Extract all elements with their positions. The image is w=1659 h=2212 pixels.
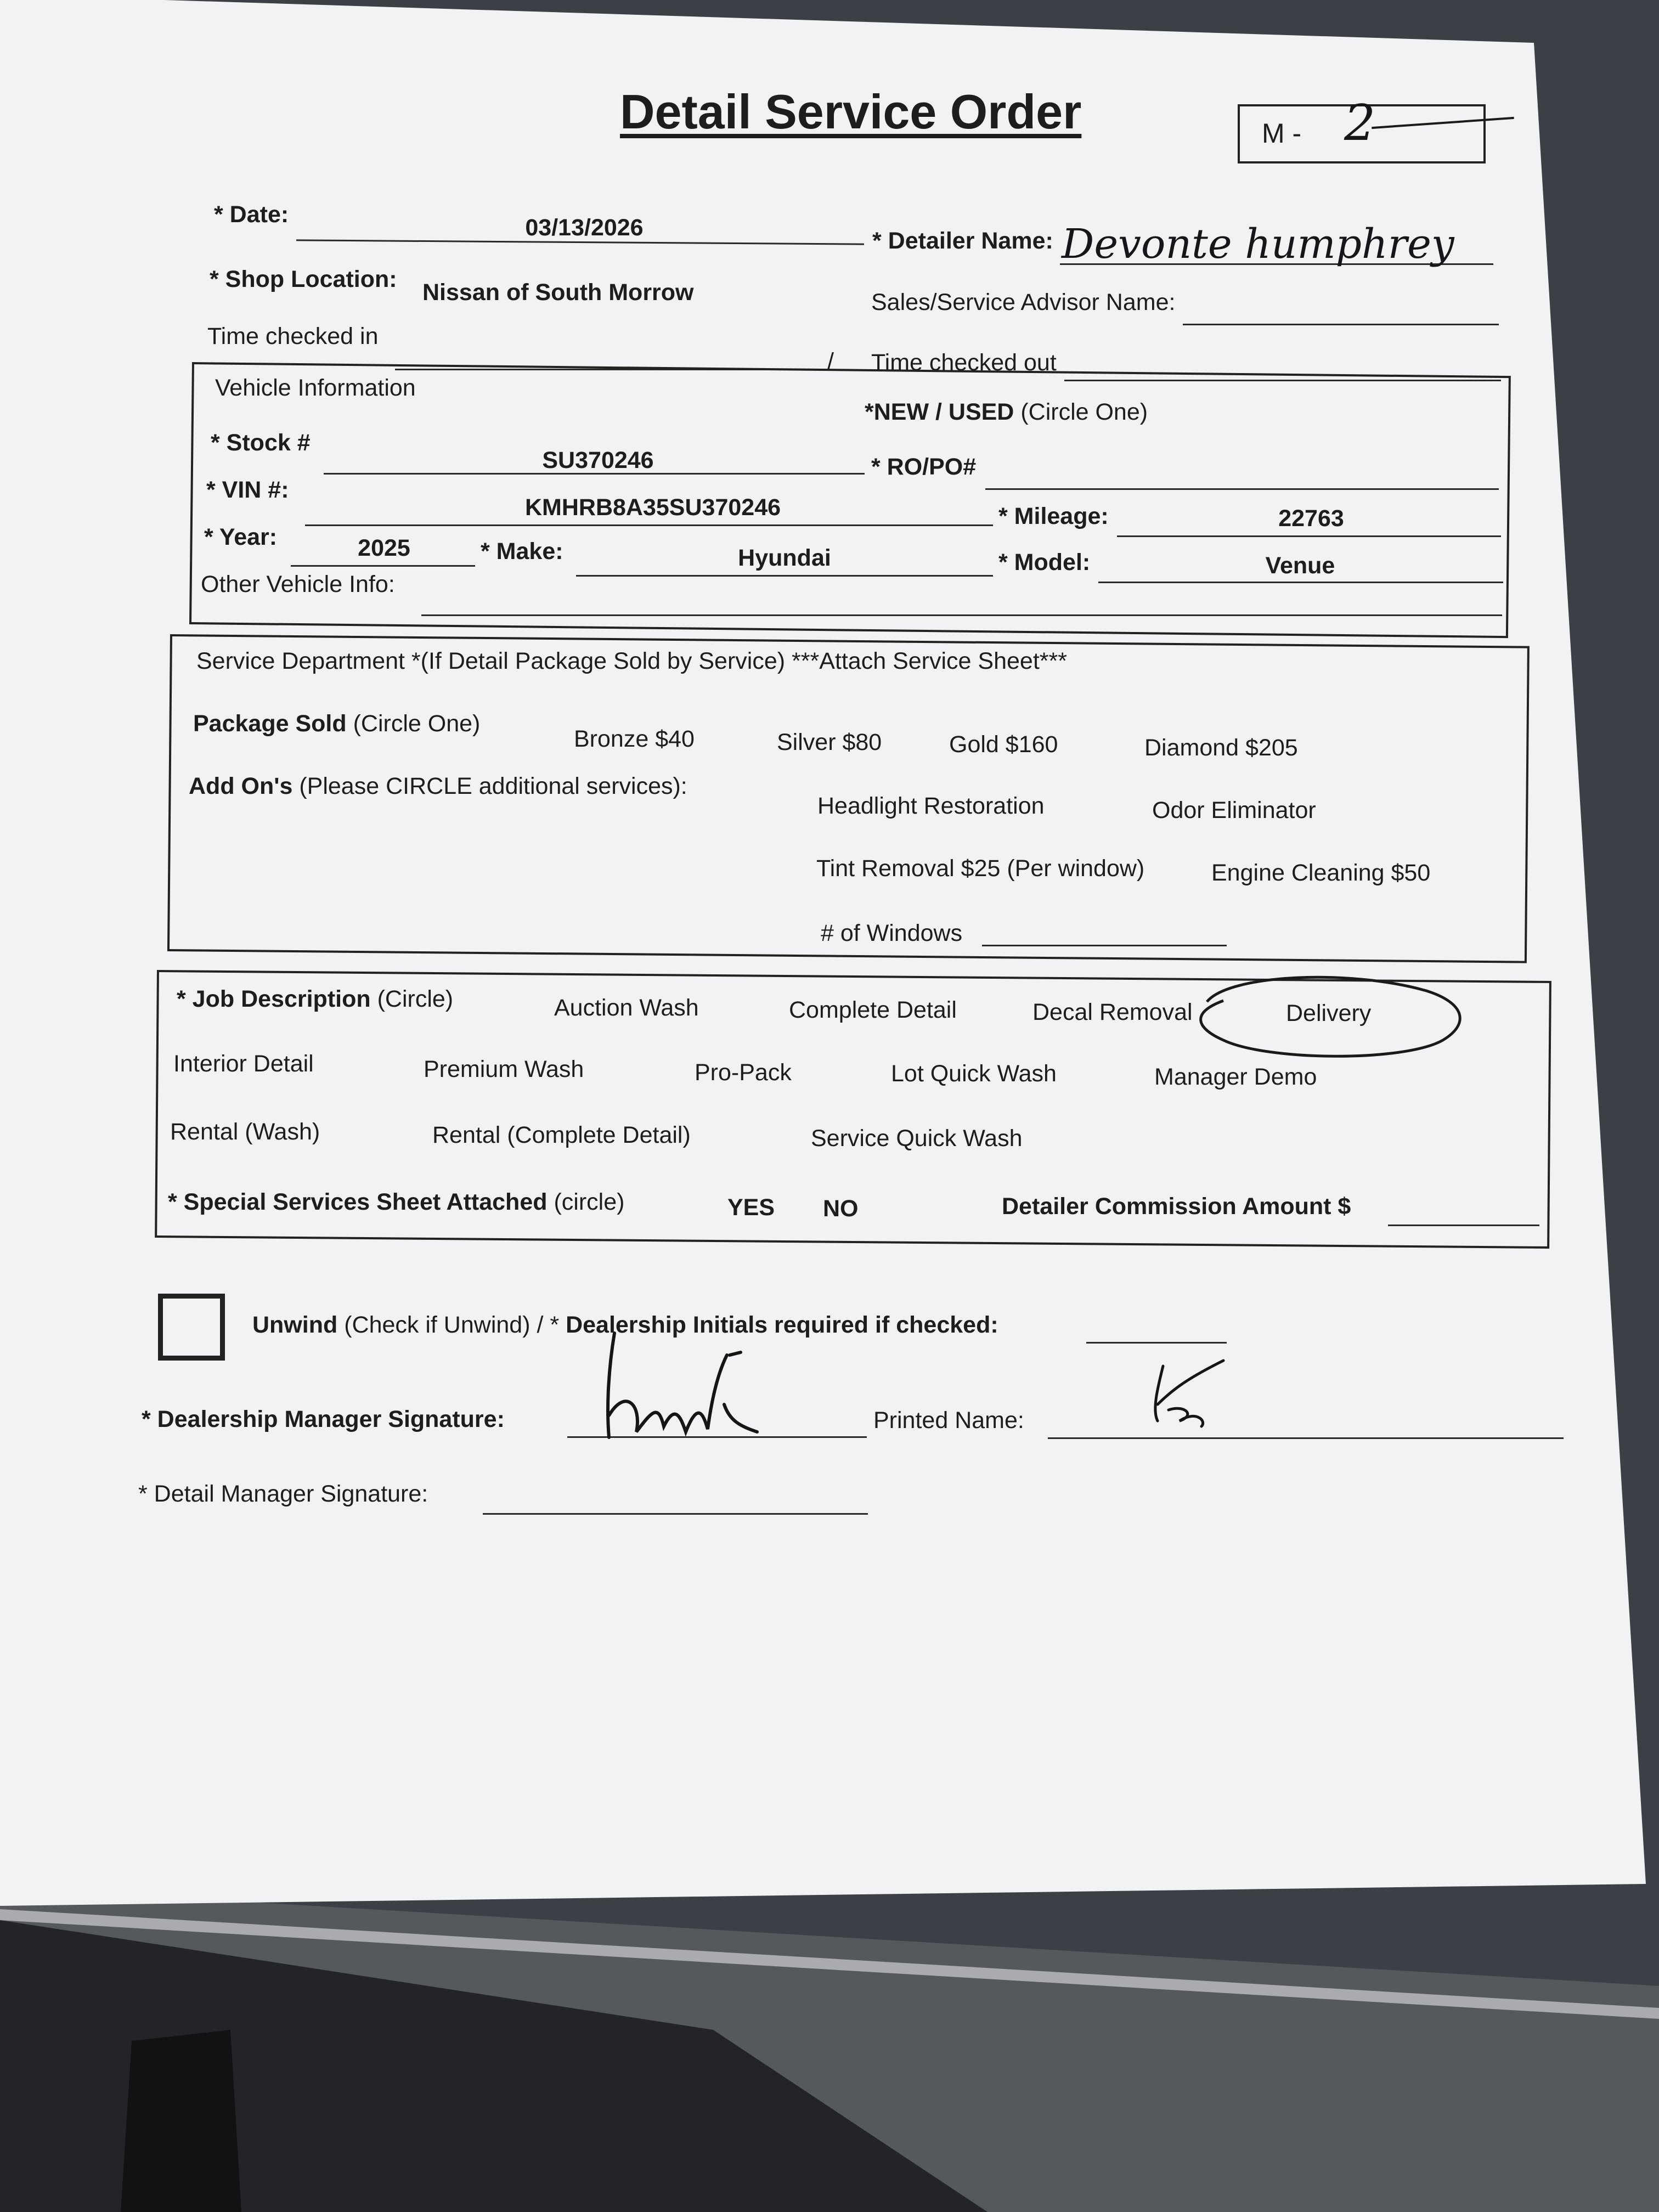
order-prefix: M - <box>1262 118 1302 149</box>
job-pro-pack[interactable]: Pro-Pack <box>695 1059 792 1086</box>
unwind-checkbox[interactable] <box>158 1294 225 1361</box>
mileage-line <box>1117 535 1501 537</box>
commission-line <box>1388 1224 1539 1226</box>
job-description-label <box>177 988 453 1011</box>
job-description-bold: * Job Description <box>177 986 371 1012</box>
form-title: Detail Service Order <box>620 84 1082 139</box>
addons-label <box>189 775 687 798</box>
new-used-note: (Circle One) <box>1020 399 1148 425</box>
job-delivery[interactable]: Delivery <box>1286 1000 1372 1026</box>
job-lot-quick-wash[interactable]: Lot Quick Wash <box>891 1060 1057 1087</box>
model-line <box>1098 582 1503 583</box>
unwind-bold: Unwind <box>252 1312 338 1338</box>
year-line <box>291 565 475 567</box>
service-section-label: Service Department *(If Detail Package Sold by Service) ***Attach Service Sheet*** <box>196 648 1067 674</box>
shop-label: * Shop Location: <box>210 266 397 292</box>
stock-value[interactable]: SU370246 <box>542 447 654 473</box>
package-option-gold[interactable]: Gold $160 <box>949 731 1058 758</box>
time-slash: / <box>827 348 834 375</box>
special-services-yes[interactable]: YES <box>727 1194 775 1221</box>
printed-name-scribble[interactable] <box>1141 1350 1240 1432</box>
addon-odor-eliminator[interactable]: Odor Eliminator <box>1152 797 1316 823</box>
job-rental-wash[interactable]: Rental (Wash) <box>170 1119 320 1145</box>
addons-note: (Please CIRCLE additional services): <box>299 773 687 799</box>
job-interior-detail[interactable]: Interior Detail <box>173 1051 314 1077</box>
job-manager-demo[interactable]: Manager Demo <box>1154 1064 1317 1090</box>
vin-value[interactable]: KMHRB8A35SU370246 <box>524 494 781 521</box>
model-label: * Model: <box>998 549 1091 575</box>
detailer-label: * Detailer Name: <box>872 228 1053 254</box>
detail-manager-signature-line <box>483 1513 868 1515</box>
detail-manager-signature-label: * Detail Manager Signature: <box>138 1481 428 1507</box>
package-option-silver[interactable]: Silver $80 <box>777 729 882 755</box>
make-line <box>576 575 993 577</box>
package-sold-note: (Circle One) <box>353 710 481 737</box>
addon-headlight-restoration[interactable]: Headlight Restoration <box>817 793 1045 819</box>
vin-label: * VIN #: <box>206 477 289 503</box>
ro-po-line <box>985 488 1499 490</box>
package-option-diamond[interactable]: Diamond $205 <box>1144 735 1298 761</box>
addon-engine-cleaning[interactable]: Engine Cleaning $50 <box>1211 860 1431 886</box>
other-info-line <box>421 614 1502 616</box>
windows-line <box>982 945 1227 946</box>
date-label: * Date: <box>214 201 289 228</box>
printed-name-line <box>1048 1437 1564 1439</box>
package-sold-bold: Package Sold <box>193 710 347 737</box>
advisor-line <box>1183 324 1499 325</box>
addons-bold: Add On's <box>189 773 293 799</box>
printed-name-label: Printed Name: <box>873 1407 1024 1434</box>
stock-label: * Stock # <box>211 430 311 456</box>
year-label: * Year: <box>204 524 278 550</box>
new-used-selector[interactable] <box>865 400 1148 424</box>
shop-value[interactable]: Nissan of South Morrow <box>422 279 694 306</box>
job-service-quick-wash[interactable]: Service Quick Wash <box>811 1125 1023 1152</box>
mileage-value[interactable]: 22763 <box>1278 505 1344 532</box>
job-description-note: (Circle) <box>377 986 454 1012</box>
commission-label: Detailer Commission Amount $ <box>1002 1193 1351 1220</box>
order-number-handwritten: 2 <box>1344 94 1376 152</box>
dealership-initials-line <box>1086 1342 1227 1344</box>
package-sold-label <box>193 712 480 736</box>
job-complete-detail[interactable]: Complete Detail <box>789 997 957 1023</box>
detailer-value[interactable]: Devonte humphrey <box>1062 221 1454 268</box>
date-value[interactable]: 03/13/2026 <box>525 215 644 241</box>
time-out-label: Time checked out <box>871 349 1057 376</box>
special-services-no[interactable]: NO <box>823 1195 859 1222</box>
time-in-label: Time checked in <box>207 323 379 349</box>
special-services-bold: * Special Services Sheet Attached <box>168 1189 548 1215</box>
dealership-initials-label: Dealership Initials required if checked: <box>566 1312 998 1338</box>
manager-signature-label: * Dealership Manager Signature: <box>142 1406 505 1432</box>
model-value[interactable]: Venue <box>1265 552 1335 579</box>
addon-tint-removal[interactable]: Tint Removal $25 (Per window) <box>816 855 1145 882</box>
job-decal-removal[interactable]: Decal Removal <box>1032 999 1193 1025</box>
new-used-label: *NEW / USED <box>865 399 1014 425</box>
job-premium-wash[interactable]: Premium Wash <box>424 1056 584 1082</box>
mileage-label: * Mileage: <box>998 503 1109 529</box>
make-value[interactable]: Hyundai <box>738 545 831 571</box>
vehicle-section-label: Vehicle Information <box>215 375 416 401</box>
make-label: * Make: <box>481 538 563 565</box>
delivery-circle-mark <box>1185 969 1470 1062</box>
manager-signature-scribble[interactable] <box>592 1322 779 1454</box>
year-value[interactable]: 2025 <box>358 535 410 561</box>
job-auction-wash[interactable]: Auction Wash <box>554 995 699 1021</box>
package-option-bronze[interactable]: Bronze $40 <box>574 726 695 752</box>
windows-label: # of Windows <box>821 920 963 946</box>
unwind-note: (Check if Unwind) / * <box>344 1312 560 1338</box>
special-services-note: (circle) <box>554 1189 625 1215</box>
job-rental-complete-detail[interactable]: Rental (Complete Detail) <box>432 1122 691 1148</box>
special-services-label <box>168 1190 624 1214</box>
other-info-label: Other Vehicle Info: <box>201 571 395 597</box>
vin-line <box>305 524 993 526</box>
advisor-label: Sales/Service Advisor Name: <box>871 289 1176 315</box>
ro-po-label: * RO/PO# <box>871 454 977 480</box>
